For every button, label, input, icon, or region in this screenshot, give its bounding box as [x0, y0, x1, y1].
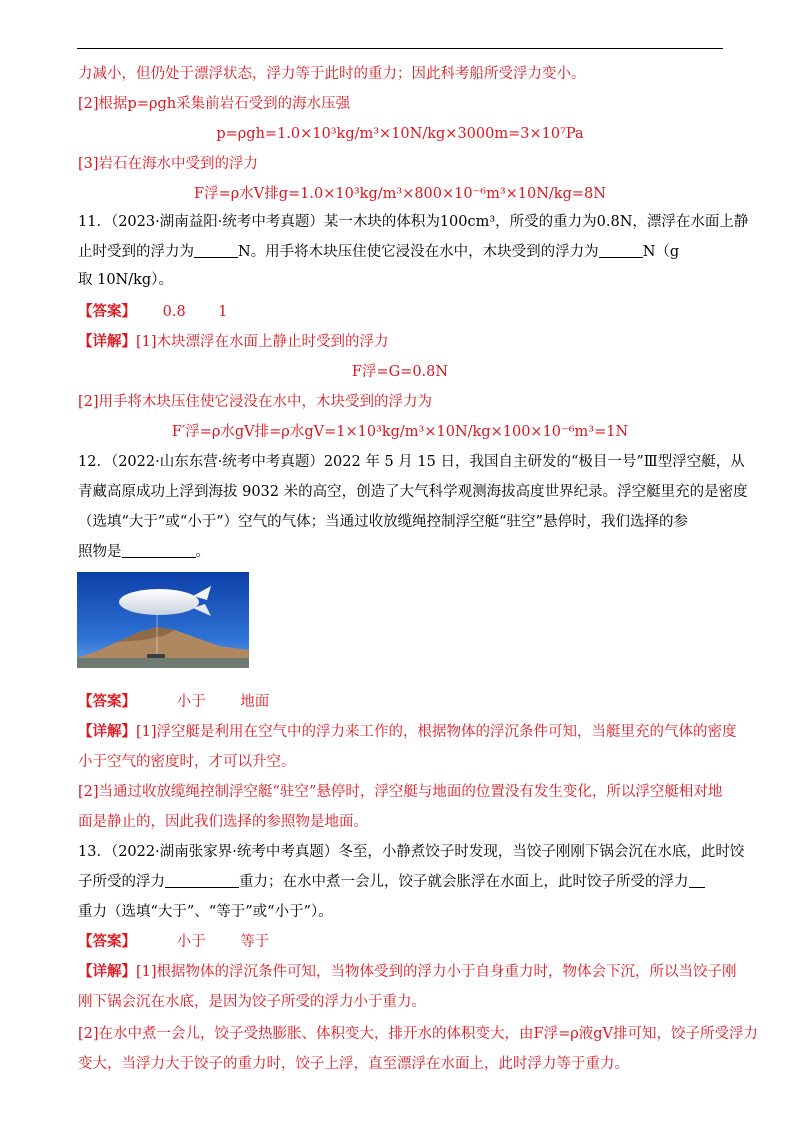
- q12-detail-1: [78, 722, 737, 742]
- q13-answer-1: 小于: [176, 934, 206, 950]
- airship-photo: [77, 572, 249, 668]
- q13-blank-1[interactable]: [165, 873, 239, 888]
- q12-answer-2: 地面: [240, 694, 270, 710]
- detail-label: 【详解】: [78, 333, 136, 350]
- q12-detail-2: [2]当通过收放缆绳控制浮空艇“驻空”悬停时，浮空艇与地面的位置没有发生变化，所以浮空艇相对地: [78, 784, 723, 800]
- q11-stem-part-a: 止时受到的浮力为: [78, 244, 194, 260]
- q12-stem-line3: （选填“大于”或“小于”）空气的气体；当通过收放缆绳控制浮空艇“驻空”悬停时，我们选择的参: [78, 514, 688, 530]
- q12-stem-end: 。: [195, 544, 210, 560]
- q10-equation-buoyancy: F浮=ρ水V排g=1.0×10³kg/m³×800×10⁻⁶m³×10N/kg=8N: [194, 186, 606, 202]
- detail-label: 【详解】: [78, 963, 136, 980]
- q12-stem-line4: [78, 542, 210, 562]
- q11-answer-2: 1: [218, 304, 228, 320]
- q11-detail-1: [78, 332, 389, 352]
- q11-equation-2: F′浮=ρ水gV排=ρ水gV=1×10³kg/m³×10N/kg×100×10⁻⁶m³=1N: [171, 424, 629, 440]
- q12-stem-line1: 12．（2022·山东东营·统考中考真题）2022 年 5 月 15 日，我国自主研发的“极目一号”Ⅲ型浮空艇，从: [78, 454, 745, 470]
- q13-detail-1: [78, 962, 737, 982]
- q13-detail-2: [2]在水中煮一会儿，饺子受热膨胀、体积变大，排开水的体积变大，由F浮=ρ液gV排可知，饺子所受浮力: [78, 1026, 759, 1042]
- q11-blank-2[interactable]: [599, 243, 643, 258]
- q11-stem-part-c: N（g: [642, 244, 680, 260]
- q12-answer-1: 小于: [176, 694, 206, 710]
- q11-stem-line1: 11．（2023·湖南益阳·统考中考真题）某一木块的体积为100cm³，所受的重力为0.8N，漂浮在水面上静: [78, 214, 749, 230]
- q11-answer-row: [78, 302, 228, 322]
- q11-stem-line3: 取 10N/kg）。: [78, 272, 173, 288]
- q11-detail-2: [2]用手将木块压住使它浸没在水中，木块受到的浮力为: [78, 394, 433, 410]
- q12-detail-1-text: [1]浮空艇是利用在空气中的浮力来工作的，根据物体的浮沉条件可知，当艇里充的气体的密度: [136, 724, 737, 740]
- q13-detail-2b: 变大，当浮力大于饺子的重力时，饺子上浮，直至漂浮在水面上，此时浮力等于重力。: [78, 1056, 629, 1072]
- q12-blank-1[interactable]: [122, 543, 196, 558]
- q11-blank-1[interactable]: [194, 243, 238, 258]
- q12-answer-row: [78, 692, 269, 712]
- q12-detail-2b: 面是静止的，因此我们选择的参照物是地面。: [78, 814, 368, 830]
- q12-detail-1b: 小于空气的密度时，才可以升空。: [78, 754, 296, 770]
- q13-answer-2: 等于: [240, 934, 270, 950]
- q11-stem-part-b: N。用手将木块压住使它浸没在水中，木块受到的浮力为: [238, 244, 599, 260]
- q13-stem-line3: 重力（选填“大于”、“等于”或“小于”）。: [78, 904, 333, 920]
- q12-stem-line2: 青藏高原成功上浮到海拔 9032 米的高空，创造了大气科学观测海拔高度世界纪录。浮空艇里充的是密度: [78, 484, 748, 500]
- airship-illustration: [77, 572, 249, 668]
- answer-label: 【答案】: [78, 303, 136, 320]
- q10-equation-pressure: p=ρgh=1.0×10³kg/m³×10N/kg×3000m=3×10⁷Pa: [216, 126, 584, 142]
- q13-answer-row: [78, 932, 269, 952]
- q10-continuation: 力减小，但仍处于漂浮状态，浮力等于此时的重力；因此科考船所受浮力变小。: [78, 66, 586, 82]
- answer-label: 【答案】: [78, 693, 136, 710]
- q13-blank-2[interactable]: [689, 873, 705, 888]
- q11-detail-1-text: [1]木块漂浮在水面上静止时受到的浮力: [136, 334, 389, 350]
- header-rule: [77, 48, 723, 49]
- q10-step3: [3]岩石在海水中受到的浮力: [78, 156, 259, 172]
- q13-stem-line2: [78, 872, 705, 892]
- q12-stem-part-a: 照物是: [78, 544, 122, 560]
- q13-stem-line1: 13．（2022·湖南张家界·统考中考真题）冬至，小静煮饺子时发现，当饺子刚刚下锅会沉在水底，此时饺: [78, 844, 745, 860]
- q11-stem-line2: [78, 242, 679, 262]
- q10-step2: [2]根据p=ρgh采集前岩石受到的海水压强: [78, 96, 351, 112]
- q13-detail-1b: 刚下锅会沉在水底，是因为饺子所受的浮力小于重力。: [78, 994, 426, 1010]
- answer-label: 【答案】: [78, 933, 136, 950]
- q13-stem-part-b: 重力；在水中煮一会儿，饺子就会胀浮在水面上，此时饺子所受的浮力: [239, 874, 689, 890]
- detail-label: 【详解】: [78, 723, 136, 740]
- q11-answer-1: 0.8: [162, 304, 186, 320]
- q11-equation-1: F浮=G=0.8N: [351, 364, 449, 380]
- q13-stem-part-a: 子所受的浮力: [78, 874, 165, 890]
- q13-detail-1-text: [1]根据物体的浮沉条件可知，当物体受到的浮力小于自身重力时，物体会下沉，所以当饺子刚: [136, 964, 737, 980]
